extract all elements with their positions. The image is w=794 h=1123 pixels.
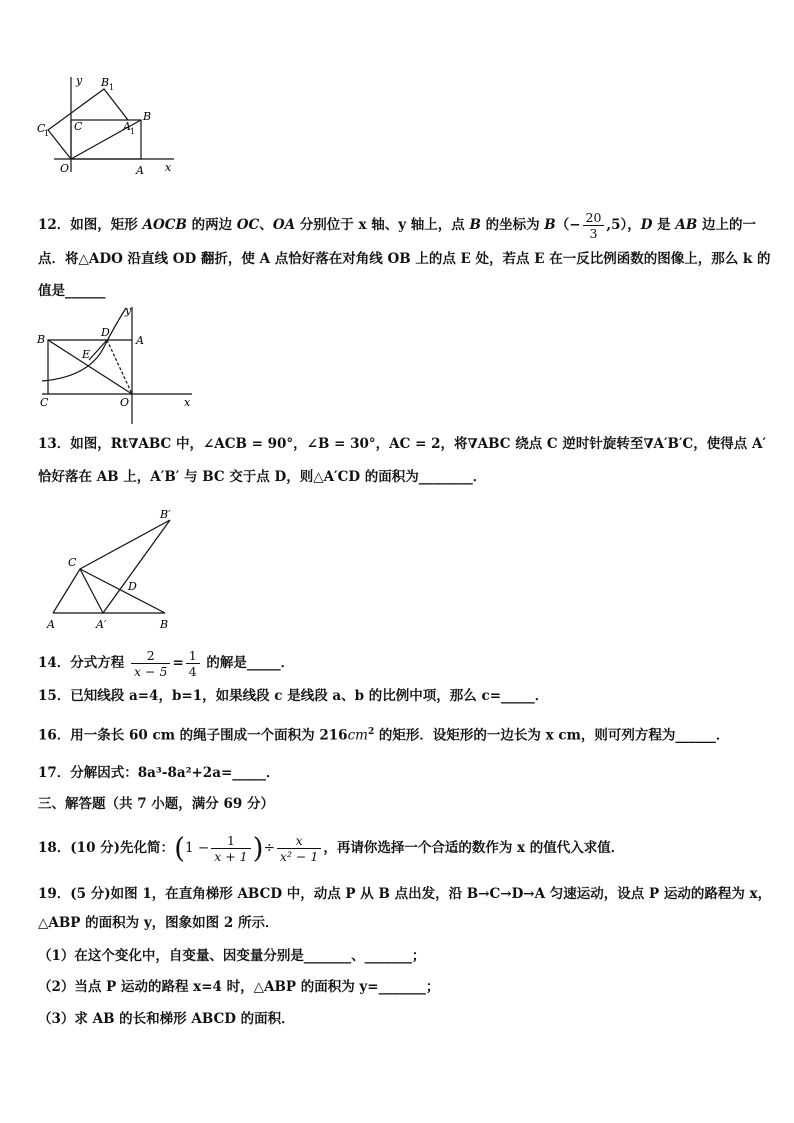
fig12-label-o: O: [120, 396, 130, 409]
fig11-label-a1-sub: 1: [130, 127, 136, 136]
fig12-label-y: y: [125, 304, 132, 317]
fig12-label-e: E: [82, 348, 91, 361]
fig12-label-d: D: [101, 326, 110, 339]
fig12-label-c: C: [40, 396, 49, 409]
fig11-label-b1-sub: 1: [109, 83, 115, 92]
q14-fraction-left: $\frac{2}{x - 5}$: [131, 648, 170, 679]
fig13-label-b: B: [160, 618, 169, 631]
fig11-label-a1: A: [123, 120, 131, 133]
fig13-label-aprime: A′: [96, 618, 107, 631]
q18-line: 18．(10 分)先化简：(1 − $\frac{1}{x + 1}$ )÷ $\frac{x}{\text{x² − 1}}$ ，再请你选择一个合适的数作为 x 的值代入求值．: [38, 831, 625, 865]
q17-line: 17．分解因式：8a³-8a²+2a=_____．: [38, 765, 280, 781]
section-three-heading: 三、解答题（共 7 小题，满分 69 分）: [38, 796, 274, 812]
fig12-label-b: B: [37, 333, 46, 346]
q18-fraction-right: $\frac{x}{\text{x² − 1}}$: [277, 833, 321, 864]
fig11-label-c1-sub: 1: [44, 129, 50, 138]
fig13-label-a: A: [47, 618, 55, 631]
q12-line2: 点．将△ADO 沿直线 OD 翻折，使 A 点恰好落在对角线 OB 上的点 E 处，若点 E 在一反比例函数的图像上，那么 k 的: [38, 251, 771, 267]
fig12-label-a: A: [136, 334, 144, 347]
figure-rect-fold-hyperbola: [34, 302, 204, 430]
q19-sub2: （2）当点 P 运动的路程 x=4 时，△ABP 的面积为 y=_______；: [38, 979, 440, 995]
fig12-label-x: x: [184, 396, 191, 409]
q15-line: 15．已知线段 a=4，b=1，如果线段 c 是线段 a、b 的比例中项，那么 c=_____．: [38, 688, 549, 704]
fig11-label-b1: B: [101, 76, 110, 89]
q19-line1: 19．(5 分)如图 1，在直角梯形 ABCD 中，动点 P 从 B 点出发，沿 B→C→D→A 匀速运动，设点 P 运动的路程为 x，: [38, 886, 772, 902]
fig11-label-y: y: [76, 74, 83, 87]
fig11-label-a: A: [136, 164, 144, 177]
q12-line1: 12．如图，矩形 AOCB 的两边 OC、OA 分别位于 x 轴、y 轴上，点 B 的坐标为 B（− $\frac{20}{3}$ ,5），D 是 AB 边上的一: [38, 210, 756, 241]
q16-line: 16．用一条长 60 cm 的绳子围成一个面积为 $216cm^2$ 的矩形．设矩形的一边长为 x cm，则可列方程为______．: [38, 727, 730, 744]
q13-line2: 恰好落在 AB 上，A′B′ 与 BC 交于点 D，则△A′CD 的面积为________．: [38, 469, 487, 485]
fig11-label-b: B: [143, 110, 152, 123]
q12-line3: 值是______: [38, 283, 106, 299]
fig13-label-d: D: [128, 580, 137, 593]
figure-triangle-rotation: [40, 500, 190, 638]
q19-line2: △ABP 的面积为 y，图象如图 2 所示．: [38, 915, 279, 931]
q13-line1: 13．如图，Rt∇ABC 中，∠ACB = 90°，∠B = 30°，AC = 2，将∇ABC 绕点 C 逆时针旋转至∇A′B′C，使得点 A′: [38, 436, 767, 452]
fig13-label-c: C: [68, 556, 77, 569]
fig11-label-c1: C: [37, 122, 46, 135]
q14-fraction-right: $\frac{1}{4}$: [186, 648, 200, 679]
q18-fraction-left: $\frac{1}{x + 1}$: [211, 833, 250, 864]
q12-fraction: $\frac{20}{3}$: [583, 210, 605, 241]
figure-rectangle-rotation: [34, 72, 184, 182]
fig11-label-x: x: [165, 161, 172, 174]
q19-sub3: （3）求 AB 的长和梯形 ABCD 的面积．: [38, 1011, 295, 1027]
fig11-label-c: C: [74, 120, 83, 133]
fig13-label-bprime: B′: [160, 508, 171, 521]
q14-line: 14．分式方程 $\frac{2}{x - 5}$ = $\frac{1}{4}$ 的解是_____．: [38, 648, 295, 679]
fig11-label-o: O: [60, 162, 70, 175]
q19-sub1: （1）在这个变化中，自变量、因变量分别是_______、_______；: [38, 948, 426, 964]
